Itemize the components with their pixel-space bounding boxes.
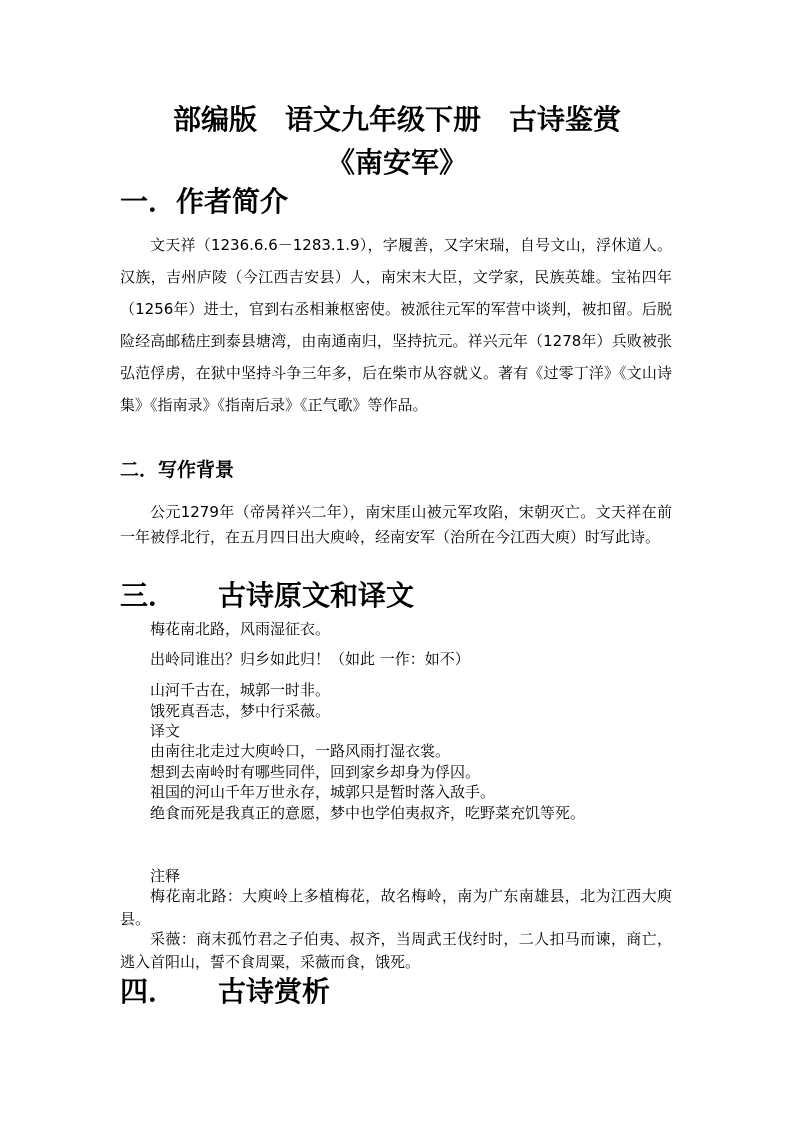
notes-label: 注释 — [150, 867, 181, 885]
background-paragraph: 公元1279年（帝昺祥兴二年），南宋厓山被元军攻陷，宋朝灭亡。文天祥在前一年被俘北行，在五月四日出大庾岭，经南安军（治所在今江西大庾）时写此诗。 — [120, 503, 672, 546]
poem-line: 梅花南北路，风雨湿征衣。 — [150, 620, 331, 638]
translation-line: 祖国的河山千年万世永存，城郭只是暂时落入敌手。 — [150, 783, 496, 801]
poem-line: 出岭同谁出？归乡如此归！（如此 一作：如不） — [150, 650, 470, 668]
note-item: 梅花南北路：大庾岭上多植梅花，故名梅岭，南为广东南雄县，北为江西大庾县。 — [120, 887, 672, 928]
poem-line: 饿死真吾志，梦中行采薇。 — [150, 702, 331, 720]
author-bio-paragraph: 文天祥（1236.6.6－1283.1.9），字履善，又字宋瑞，自号文山，浮休道人。汉族，吉州庐陵（今江西吉安县）人，南宋末大臣，文学家，民族英雄。宝祐四年（1256年）进士，官到右丞相兼枢密使。被派往元军的军营中谈判，被扣留。后脱险经高邮嵇庄到泰县塘湾，由南通南归，坚持抗元。祥兴元年（1278年）兵败被张弘范俘虏，在狱中坚持斗争三年多，后在柴市从容就义。著有《过零丁洋》《文山诗集》《指南录》《指南后录》《正气歌》等作品。 — [120, 236, 672, 414]
section-heading-background: 二．写作背景 — [120, 459, 235, 481]
translation-line: 绝食而死是我真正的意愿，梦中也学伯夷叔齐，吃野菜充饥等死。 — [150, 804, 586, 822]
section-heading-author: 一．作者简介 — [120, 185, 289, 218]
section-heading-analysis: 四． 古诗赏析 — [120, 975, 331, 1008]
poem-line: 山河千古在，城郭一时非。 — [150, 681, 331, 699]
translation-label: 译文 — [150, 722, 181, 740]
poem-title: 《南安军》 — [326, 146, 467, 179]
document-title: 部编版 语文九年级下册 古诗鉴赏 — [172, 103, 621, 136]
translation-line: 由南往北走过大庾岭口，一路风雨打湿衣裳。 — [150, 742, 451, 760]
note-item: 采薇：商末孤竹君之子伯夷、叔齐，当周武王伐纣时，二人扣马而谏，商亡，逃入首阳山，誓不食周粟，采薇而食，饿死。 — [120, 930, 672, 971]
translation-line: 想到去南岭时有哪些同伴，回到家乡却身为俘囚。 — [150, 763, 481, 781]
section-heading-poem: 三． 古诗原文和译文 — [120, 579, 415, 612]
